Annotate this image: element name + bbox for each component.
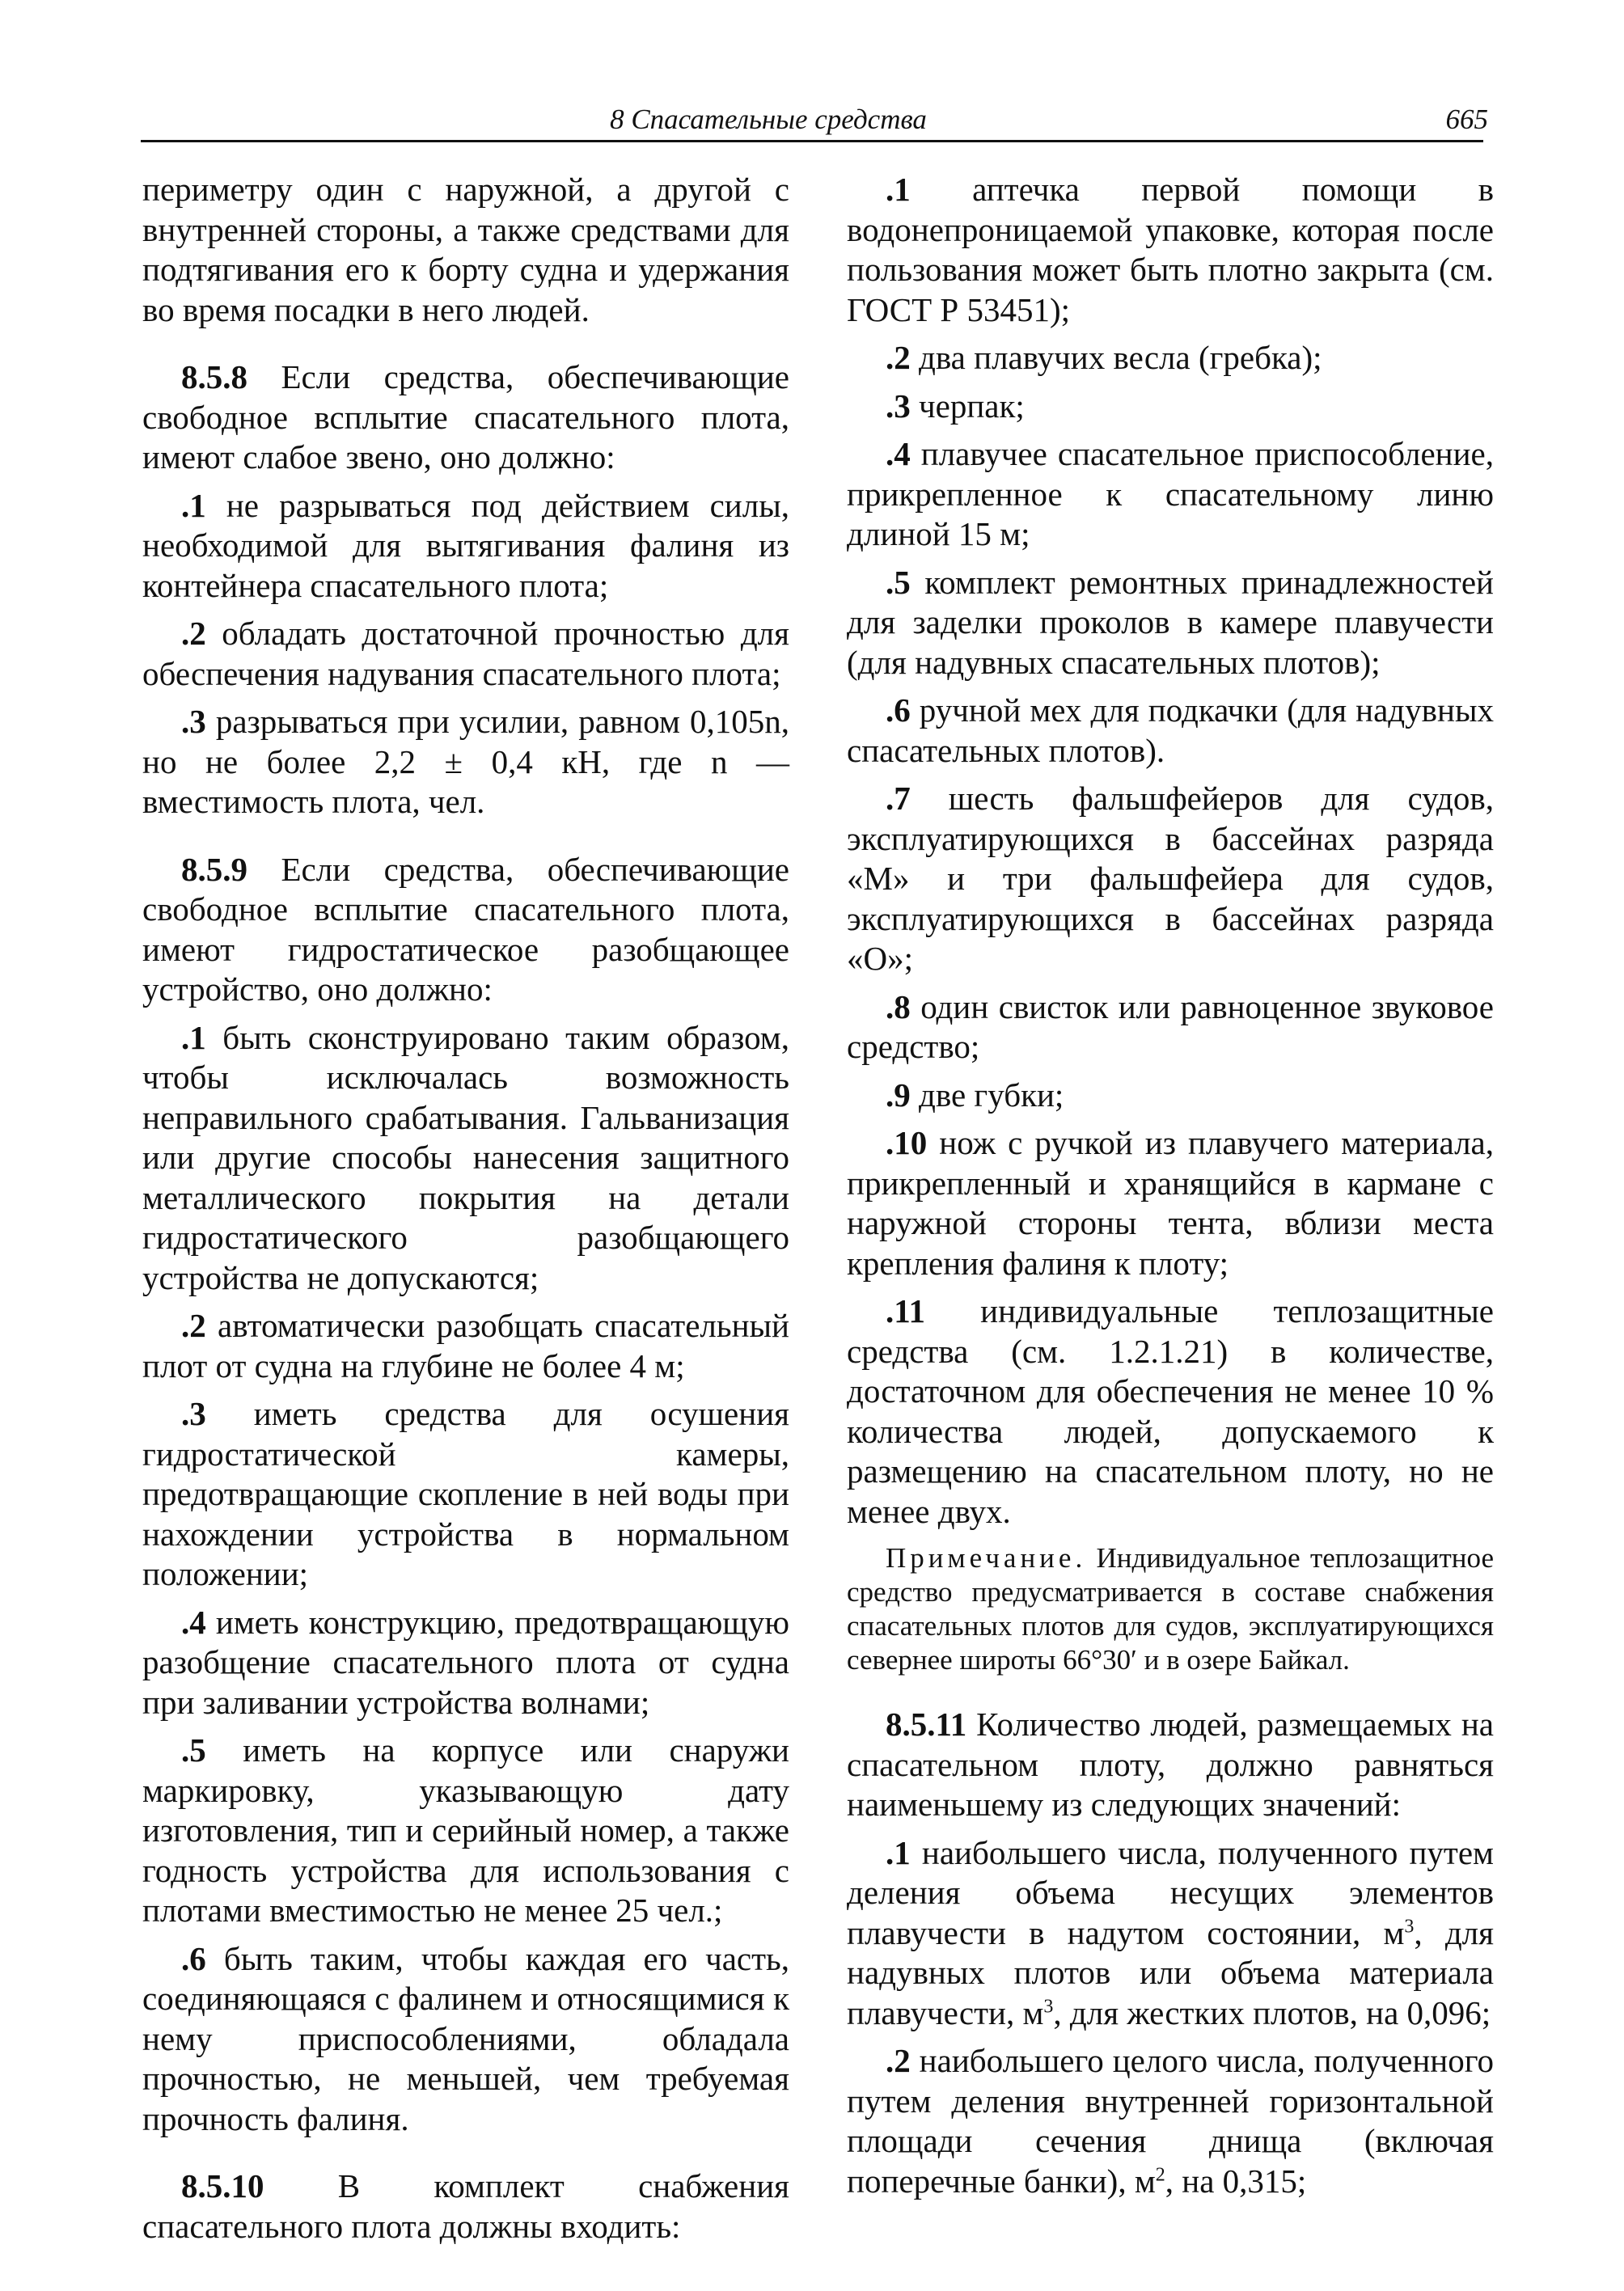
clause-number: 8.5.8 [181,358,247,395]
item-text: быть таким, чтобы каждая его часть, соединяющаяся с фалинем и относящимися к нему приспособлениями, обладала прочностью, не меньшей, чем требуемая прочность фалиня. [142,1939,789,2137]
item-number: .10 [886,1124,928,1161]
item-text: аптечка первой помощи в водонепроницаемой упаковке, которая после пользования может быть плотно закрыта (см. ГОСТ Р 53451); [847,171,1494,328]
item-number: .8 [886,987,911,1025]
list-item [847,1291,1494,1532]
list-item [847,434,1494,555]
list-item [142,1018,789,1299]
page-number: 665 [1445,104,1488,135]
list-item [142,486,789,607]
item-text: два плавучих весла (гребка); [910,339,1322,376]
item-text: автоматически разобщать спасательный плот от судна на глубине не более 4 м; [142,1307,789,1384]
list-item [847,691,1494,771]
item-text: , для жестких плотов, на 0,096; [1053,1993,1491,2031]
item-number: .5 [886,563,911,601]
clause-text: В комплект снабжения спасательного плота должны входить: [142,2167,789,2245]
item-number: .1 [886,1833,911,1871]
item-text: наибольшего числа, полученного путем деления объема несущих элементов плавучести в надутом состоянии, м [847,1833,1494,1951]
item-number: .6 [181,1939,206,1977]
note-text: Индивидуальное теплозащитное средство предусматривается в составе снабжения спасательных плотов для судов, эксплуатирующихся севернее широты 66°30′ и в озере Байкал. [847,1542,1494,1676]
item-text: индивидуальные теплозащитные средства (см. 1.2.1.21) в количестве, достаточном для обеспечения не менее 10 % количества людей, допускаемого к размещению на спасательном плоту, но не менее двух. [847,1292,1494,1530]
list-item [847,170,1494,330]
item-text: две губки; [910,1076,1064,1114]
clause-text: Если средства, обеспечивающие свободное всплытие спасательного плота, имеют слабое звено, оно должно: [142,358,789,476]
item-text: плавучее спасательное приспособление, прикрепленное к спасательному линю длиной 15 м; [847,435,1494,552]
item-number: .4 [181,1603,206,1641]
item-number: .11 [886,1292,925,1329]
list-item [847,987,1494,1067]
item-number: .6 [886,691,911,729]
item-text: шесть фальшфейеров для судов, эксплуатирующихся в бассейнах разряда «М» и три фальшфейера для судов, эксплуатирующихся в бассейнах разряда «О»; [847,780,1494,977]
list-item [142,1394,789,1595]
item-number: .2 [181,1307,206,1344]
item-number: .3 [181,1395,206,1432]
superscript: 2 [1155,2163,1165,2185]
item-number: .1 [181,486,206,524]
superscript: 3 [1043,1995,1054,2017]
paragraph-continuation: периметру один с наружной, а другой с внутренней стороны, а также средствами для подтягивания его к борту судна и удержания во время посадки в него людей. [142,171,789,328]
list-item [847,2041,1494,2201]
item-text: быть сконструировано таким образом, чтобы исключалась возможность неправильного срабатывания. Гальванизация или другие способы нанесения защитного металлического покрытия на детали гидростатического разобщающего устройства не допускаются; [142,1018,789,1296]
list-item [142,1306,789,1386]
item-text: иметь конструкцию, предотвращающую разобщение спасательного плота от судна при заливании устройства волнами; [142,1603,789,1721]
item-number: .2 [886,2042,911,2079]
item-number: .3 [886,387,911,425]
list-item [142,1603,789,1723]
item-text: обладать достаточной прочностью для обеспечения надувания спасательного плота; [142,615,789,692]
left-column [142,170,789,2247]
list-item [847,1123,1494,1283]
clause-8-5-10 [142,2166,789,2247]
list-item [847,779,1494,979]
clause-8-5-11 [847,1705,1494,1825]
item-text: один свисток или равноценное звуковое средство; [847,987,1494,1065]
item-number: .9 [886,1076,911,1114]
right-column [847,170,1494,2201]
item-number: .2 [886,339,911,376]
list-item [142,702,789,822]
item-number: .1 [181,1018,206,1056]
item-text: иметь средства для осушения гидростатической камеры, предотвращающие скопление в ней воды при нахождении устройства в нормальном положении; [142,1395,789,1592]
list-item [847,1076,1494,1116]
list-item [847,387,1494,427]
item-text: ручной мех для подкачки (для надувных спасательных плотов). [847,691,1494,769]
list-item [142,1731,789,1931]
running-header-title: 8 Спасательные средства [610,104,927,135]
clause-number: 8.5.9 [181,850,247,888]
clause-number: 8.5.10 [181,2167,264,2204]
clause-number: 8.5.11 [886,1706,967,1743]
item-number: .5 [181,1731,206,1769]
item-text: комплект ремонтных принадлежностей для заделки проколов в камере плавучести (для надувных спасательных плотов); [847,563,1494,681]
list-item [847,1833,1494,2034]
item-number: .2 [181,615,206,652]
note-paragraph [847,1541,1494,1677]
note-label: Примечание. [886,1542,1087,1574]
item-text: наибольшего целого числа, полученного путем деления внутренней горизонтальной площади сечения днища (включая поперечные банки), м [847,2042,1494,2200]
item-text: разрываться при усилии, равном 0,105n, но не более 2,2 ± 0,4 кН, где n — вместимость плота, чел. [142,703,789,820]
item-text: , на 0,315; [1165,2162,1307,2200]
list-item [142,614,789,694]
item-number: .4 [886,435,911,472]
item-text: нож с ручкой из плавучего материала, прикрепленный и хранящийся в кармане с наружной стороны тента, вблизи места крепления фалиня к плоту; [847,1124,1494,1282]
item-number: .3 [181,703,206,740]
list-item [847,563,1494,683]
superscript: 3 [1404,1915,1415,1937]
item-text: , для надувных плотов или объема материала плавучести, м [847,1913,1494,2031]
clause-8-5-9 [142,850,789,1010]
header-rule [141,140,1483,142]
item-number: .1 [886,171,911,208]
item-text: черпак; [910,387,1025,425]
item-text: иметь на корпусе или снаружи маркировку, указывающую дату изготовления, тип и серийный номер, а также годность устройства для использования с плотами вместимостью не менее 25 чел.; [142,1731,789,1929]
clause-text: Если средства, обеспечивающие свободное всплытие спасательного плота, имеют гидростатическое разобщающее устройство, оно должно: [142,850,789,1008]
item-text: не разрываться под действием силы, необходимой для вытягивания фалиня из контейнера спасательного плота; [142,486,789,604]
clause-8-5-8 [142,357,789,478]
clause-text: Количество людей, размещаемых на спасательном плоту, должно равняться наименьшему из следующих значений: [847,1706,1494,1823]
list-item [142,1939,789,2140]
list-item [847,338,1494,378]
item-number: .7 [886,780,911,817]
